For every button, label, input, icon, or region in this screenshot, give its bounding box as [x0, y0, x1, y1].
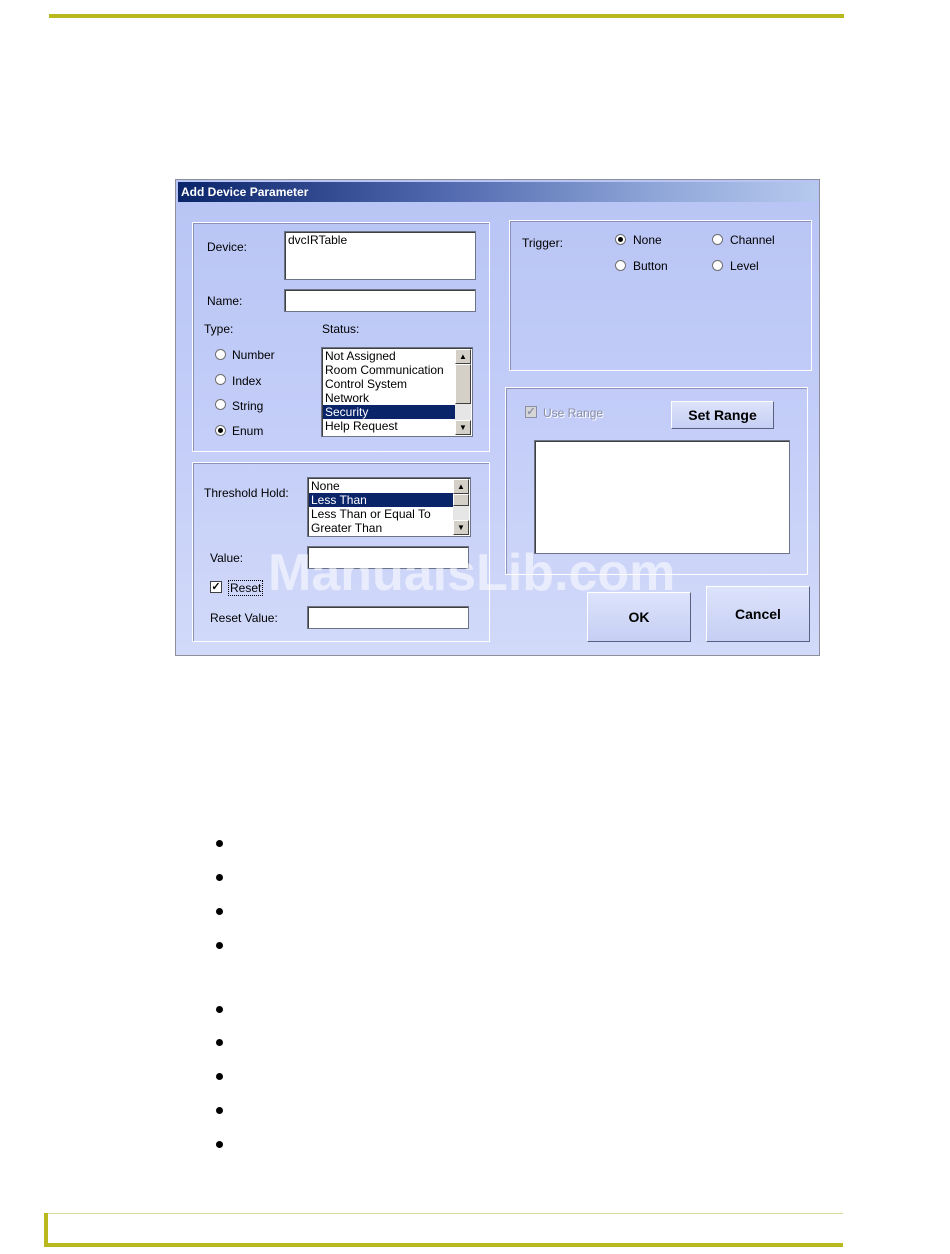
- status-label: Status:: [322, 322, 360, 336]
- status-listbox[interactable]: [321, 347, 473, 437]
- threshold-listbox[interactable]: [307, 477, 471, 537]
- bullet-marker: [216, 1039, 223, 1046]
- trigger-label-none[interactable]: None: [633, 233, 662, 247]
- dialog-title: Add Device Parameter: [178, 182, 817, 202]
- trigger-radio-level[interactable]: [712, 260, 723, 271]
- status-item[interactable]: Not Assigned: [325, 349, 396, 363]
- type-label: Type:: [204, 322, 234, 336]
- status-item[interactable]: Help Request: [325, 419, 398, 433]
- threshold-item[interactable]: Greater Than: [311, 521, 383, 535]
- scroll-thumb[interactable]: [455, 364, 471, 404]
- scroll-down-icon[interactable]: ▼: [453, 520, 469, 535]
- status-item[interactable]: Control System: [325, 377, 408, 391]
- value-label: Value:: [210, 551, 244, 565]
- bullet-marker: [216, 1073, 223, 1080]
- device-field[interactable]: dvcIRTable: [284, 231, 476, 280]
- reset-checkbox-label[interactable]: Reset: [230, 581, 262, 595]
- bullet-marker: [216, 1107, 223, 1114]
- status-scrollbar[interactable]: [455, 349, 471, 435]
- use-range-checkbox[interactable]: ✓: [526, 406, 536, 418]
- type-radio-index[interactable]: [215, 374, 226, 385]
- use-range-label[interactable]: Use Range: [543, 406, 604, 420]
- type-label-enum[interactable]: Enum: [232, 424, 264, 438]
- name-label: Name:: [207, 294, 243, 308]
- type-radio-enum[interactable]: [215, 425, 226, 436]
- status-item-selected[interactable]: Security: [323, 405, 455, 419]
- threshold-scrollbar[interactable]: [453, 479, 469, 535]
- type-label-number[interactable]: Number: [232, 348, 275, 362]
- threshold-item[interactable]: None: [311, 479, 340, 493]
- reset-value-field[interactable]: [307, 606, 469, 629]
- trigger-radio-none[interactable]: [615, 234, 626, 245]
- threshold-label: Threshold Hold:: [204, 486, 289, 500]
- trigger-radio-button[interactable]: [615, 260, 626, 271]
- type-label-index[interactable]: Index: [232, 374, 262, 388]
- type-radio-string[interactable]: [215, 399, 226, 410]
- trigger-radio-channel[interactable]: [712, 234, 723, 245]
- scroll-up-icon[interactable]: ▲: [455, 349, 471, 364]
- threshold-item-selected[interactable]: Less Than: [309, 493, 453, 507]
- bullet-marker: [216, 942, 223, 949]
- bullet-marker: [216, 1141, 223, 1148]
- bullet-marker: [216, 1006, 223, 1013]
- bullet-marker: [216, 840, 223, 847]
- reset-checkbox[interactable]: ✓: [211, 581, 221, 593]
- type-label-string[interactable]: String: [232, 399, 264, 413]
- device-label: Device:: [207, 240, 248, 254]
- threshold-item[interactable]: Less Than or Equal To: [311, 507, 431, 521]
- status-item[interactable]: Room Communication: [325, 363, 444, 377]
- set-range-button[interactable]: Set Range: [671, 401, 774, 429]
- bullet-marker: [216, 874, 223, 881]
- ok-button[interactable]: OK: [587, 592, 691, 642]
- type-radio-number[interactable]: [215, 349, 226, 360]
- range-display-box: [534, 440, 790, 554]
- reset-value-label: Reset Value:: [210, 611, 278, 625]
- scroll-thumb[interactable]: [453, 494, 469, 506]
- trigger-label-level[interactable]: Level: [730, 259, 759, 273]
- bullet-marker: [216, 908, 223, 915]
- status-item[interactable]: Network: [325, 391, 370, 405]
- page-bottom-frame: [44, 1213, 843, 1247]
- page-top-rule: [49, 14, 844, 18]
- name-field[interactable]: [284, 289, 476, 312]
- scroll-up-icon[interactable]: ▲: [453, 479, 469, 494]
- scroll-down-icon[interactable]: ▼: [455, 420, 471, 435]
- watermark: ManualsLib.com: [268, 544, 676, 602]
- cancel-button[interactable]: Cancel: [706, 586, 810, 642]
- trigger-label-button[interactable]: Button: [633, 259, 668, 273]
- trigger-label: Trigger:: [522, 236, 563, 250]
- trigger-label-channel[interactable]: Channel: [730, 233, 775, 247]
